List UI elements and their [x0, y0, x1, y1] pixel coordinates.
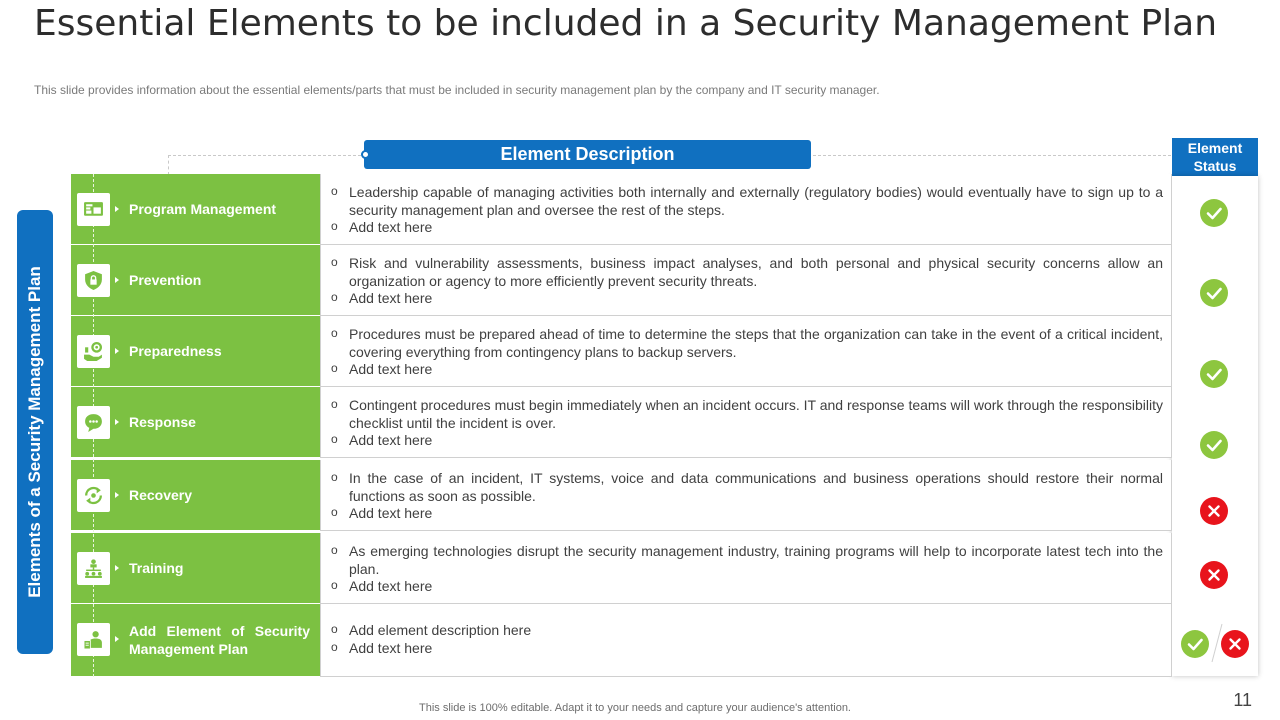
header-dot	[361, 150, 370, 159]
element-name: Program Management	[129, 201, 277, 217]
status-header-label: Element Status	[1187, 140, 1243, 174]
element-name: Response	[129, 414, 196, 430]
description-text: o Risk and vulnerability assessments, business impact analyses, and both personal and physical security concerns allow an organization or agency to more efficiently prevent security threats.	[331, 255, 1163, 290]
description-header-label: Element Description	[500, 144, 675, 164]
slide-subtitle: This slide provides information about the essential elements/parts that must be included in security management plan by the company and IT security manager.	[34, 83, 880, 97]
footer-note: This slide is 100% editable. Adapt it to your needs and capture your audience's attention.	[419, 702, 851, 714]
status-check-icon	[1200, 199, 1228, 227]
hand-gear-icon	[77, 335, 110, 368]
description-list	[331, 622, 1163, 657]
table-row	[71, 245, 1172, 316]
pointer-arrow-icon	[115, 565, 119, 571]
description-list	[331, 184, 1163, 237]
add-text-placeholder: o Add text here	[331, 219, 1163, 237]
status-cross-icon	[1200, 497, 1228, 525]
status-check-icon	[1181, 630, 1209, 658]
table-row	[71, 387, 1172, 458]
status-cross-icon	[1221, 630, 1249, 658]
element-name: Prevention	[129, 272, 202, 288]
pointer-arrow-icon	[115, 348, 119, 354]
description-list	[331, 470, 1163, 523]
table-row	[71, 174, 1172, 245]
side-label-bar	[17, 210, 53, 654]
page-number: 11	[1233, 690, 1252, 710]
pointer-arrow-icon	[115, 206, 119, 212]
element-description-cell	[320, 245, 1172, 316]
element-name: Training	[129, 560, 184, 576]
table-row	[71, 533, 1172, 604]
status-header	[1172, 138, 1258, 176]
element-description-cell	[320, 604, 1172, 677]
add-text-placeholder: o Add text here	[331, 290, 1163, 308]
element-name-cell	[71, 316, 320, 387]
element-description-cell	[320, 460, 1172, 531]
user-document-icon	[77, 623, 110, 656]
status-check-icon	[1200, 431, 1228, 459]
status-column	[1172, 176, 1258, 676]
pointer-arrow-icon	[115, 277, 119, 283]
shield-icon	[77, 264, 110, 297]
element-name-cell	[71, 533, 320, 604]
pointer-arrow-icon	[115, 419, 119, 425]
element-name-cell	[71, 174, 320, 245]
add-text-placeholder: o Add text here	[331, 361, 1163, 379]
add-text-placeholder: o Add text here	[331, 640, 1163, 658]
element-name-cell	[71, 460, 320, 531]
table-row	[71, 316, 1172, 387]
status-cross-icon	[1200, 561, 1228, 589]
element-name-cell	[71, 604, 320, 677]
element-name: Add Element of Security Management Plan	[129, 623, 310, 657]
description-text: o Contingent procedures must begin immediately when an incident occurs. IT and response teams will work through the responsibility checklist until the incident is over.	[331, 397, 1163, 432]
description-list	[331, 397, 1163, 450]
status-check-icon	[1200, 360, 1228, 388]
table-row	[71, 604, 1172, 677]
element-name-cell	[71, 245, 320, 316]
description-text: o Add element description here	[331, 622, 1163, 640]
add-text-placeholder: o Add text here	[331, 432, 1163, 450]
connector-line-vertical	[168, 155, 169, 175]
element-description-cell	[320, 387, 1172, 458]
element-name-cell	[71, 387, 320, 458]
pointer-arrow-icon	[115, 636, 119, 642]
element-description-cell	[320, 533, 1172, 604]
element-description-cell	[320, 174, 1172, 245]
recovery-cycle-icon	[77, 479, 110, 512]
hierarchy-icon	[77, 552, 110, 585]
description-text: o In the case of an incident, IT systems, voice and data communications and business operations should restore their normal functions as soon as possible.	[331, 470, 1163, 505]
element-name: Recovery	[129, 487, 193, 503]
status-check-icon	[1200, 279, 1228, 307]
element-description-cell	[320, 316, 1172, 387]
element-name: Preparedness	[129, 343, 222, 359]
dashboard-icon	[77, 193, 110, 226]
description-text: o As emerging technologies disrupt the security management industry, training programs will help to incorporate latest tech into the plan.	[331, 543, 1163, 578]
description-header	[364, 140, 811, 169]
speech-bubble-icon	[77, 406, 110, 439]
description-text: o Procedures must be prepared ahead of time to determine the steps that the organization can take in the event of a critical incident, covering everything from contingency plans to backup servers.	[331, 326, 1163, 361]
elements-table	[71, 174, 1172, 677]
description-text: o Leadership capable of managing activities both internally and externally (regulatory bodies) would eventually have to sign up to a security management plan and oversee the rest of the steps.	[331, 184, 1163, 219]
description-list	[331, 326, 1163, 379]
side-label: Elements of a Security Management Plan	[25, 266, 44, 598]
add-text-placeholder: o Add text here	[331, 578, 1163, 596]
pointer-arrow-icon	[115, 492, 119, 498]
add-text-placeholder: o Add text here	[331, 505, 1163, 523]
table-row	[71, 460, 1172, 531]
description-list	[331, 255, 1163, 308]
description-list	[331, 543, 1163, 596]
slide-title: Essential Elements to be included in a Security Management Plan	[34, 3, 1218, 44]
